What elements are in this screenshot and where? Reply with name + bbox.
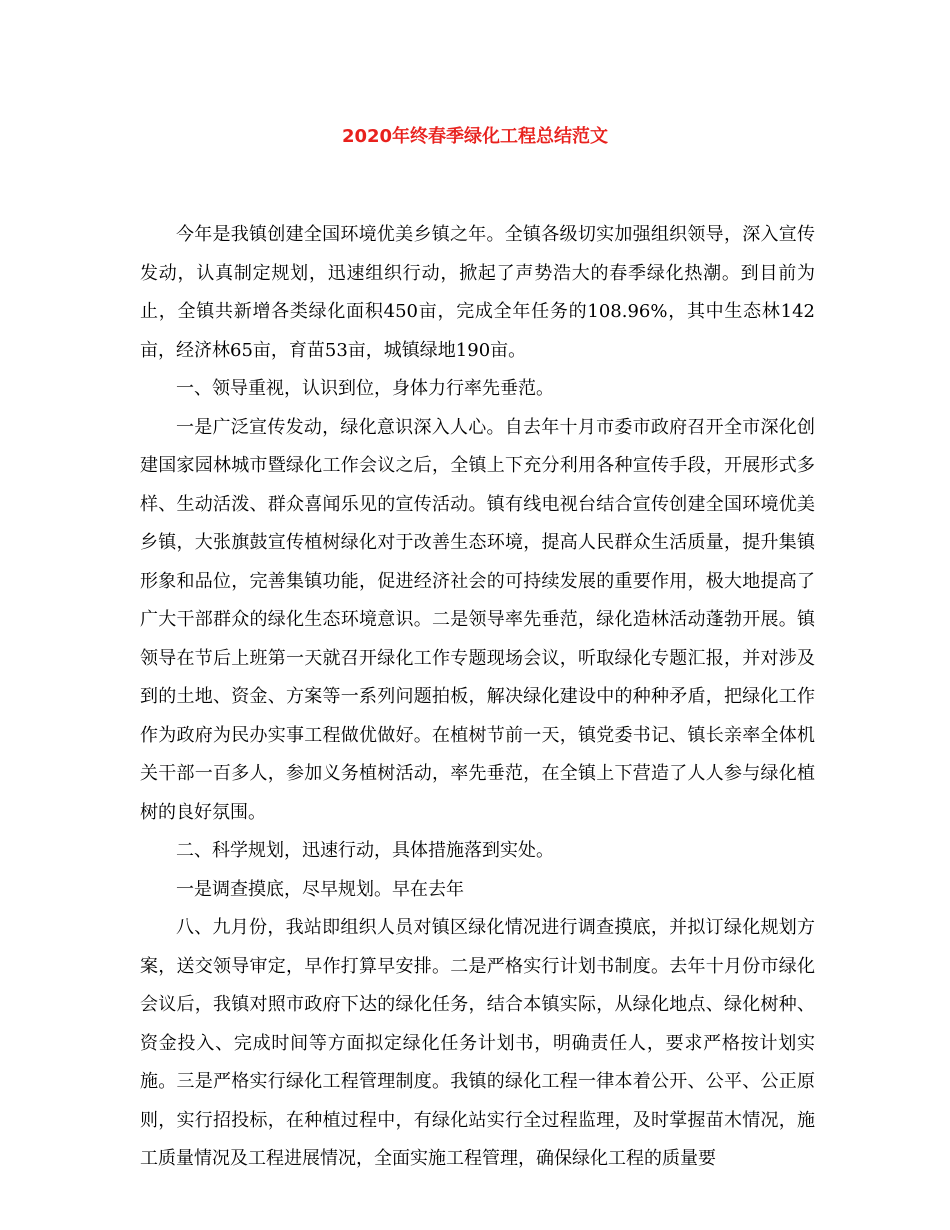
section-heading-1: 一、领导重视，认识到位，身体力行率先垂范。 [176,378,554,399]
paragraph-publicity: 一是广泛宣传发动，绿化意识深入人心。自去年十月市委市政府召开全市深化创建国家园林城市暨绿化工作会议之后，全镇上下充分利用各种宣传手段，开展形式多样、生动活泼、群众喜闻乐见的宣传活动。镇有线电视台结合宣传创建全国环境优美乡镇，大张旗鼓宣传植树绿化对于改善生态环境，提高人民群众生活质量，提升集镇形象和品位，完善集镇功能，促进经济社会的可持续发展的重要作用，极大地提高了广大干部群众的绿化生态环境意识。二是领导率先垂范，绿化造林活动蓬勃开展。镇领导在节后上班第一天就召开绿化工作专题现场会议，听取绿化专题汇报，并对涉及到的土地、资金、方案等一系列问题拍板，解决绿化建设中的种种矛盾，把绿化工作作为政府为民办实事工程做优做好。在植树节前一天，镇党委书记、镇长亲率全体机关干部一百多人，参加义务植树活动，率先垂范，在全镇上下营造了人人参与绿化植树的良好氛围。 [140,416,815,823]
section-heading-2: 二、科学规划，迅速行动，具体措施落到实处。 [176,840,554,861]
document-title: 2020年终春季绿化工程总结范文 [341,126,609,147]
paragraph-intro: 今年是我镇创建全国环境优美乡镇之年。全镇各级切实加强组织领导，深入宣传发动，认真制定规划，迅速组织行动，掀起了声势浩大的春季绿化热潮。到目前为止，全镇共新增各类绿化面积450亩，完成全年任务的108.96%，其中生态林142亩，经济林65亩，育苗53亩，城镇绿地190亩。 [140,224,815,361]
document-body [140,216,815,1179]
paragraph-planning: 八、九月份，我站即组织人员对镇区绿化情况进行调查摸底，并拟订绿化规划方案，送交领导审定，早作打算早安排。二是严格实行计划书制度。去年十月份市绿化会议后，我镇对照市政府下达的绿化任务，结合本镇实际，从绿化地点、绿化树种、资金投入、完成时间等方面拟定绿化任务计划书，明确责任人，要求严格按计划实施。三是严格实行绿化工程管理制度。我镇的绿化工程一律本着公开、公平、公正原则，实行招投标，在种植过程中，有绿化站实行全过程监理，及时掌握苗木情况，施工质量情况及工程进展情况，全面实施工程管理，确保绿化工程的质量要 [140,917,815,1169]
paragraph-survey: 一是调查摸底，尽早规划。早在去年 [176,878,464,900]
